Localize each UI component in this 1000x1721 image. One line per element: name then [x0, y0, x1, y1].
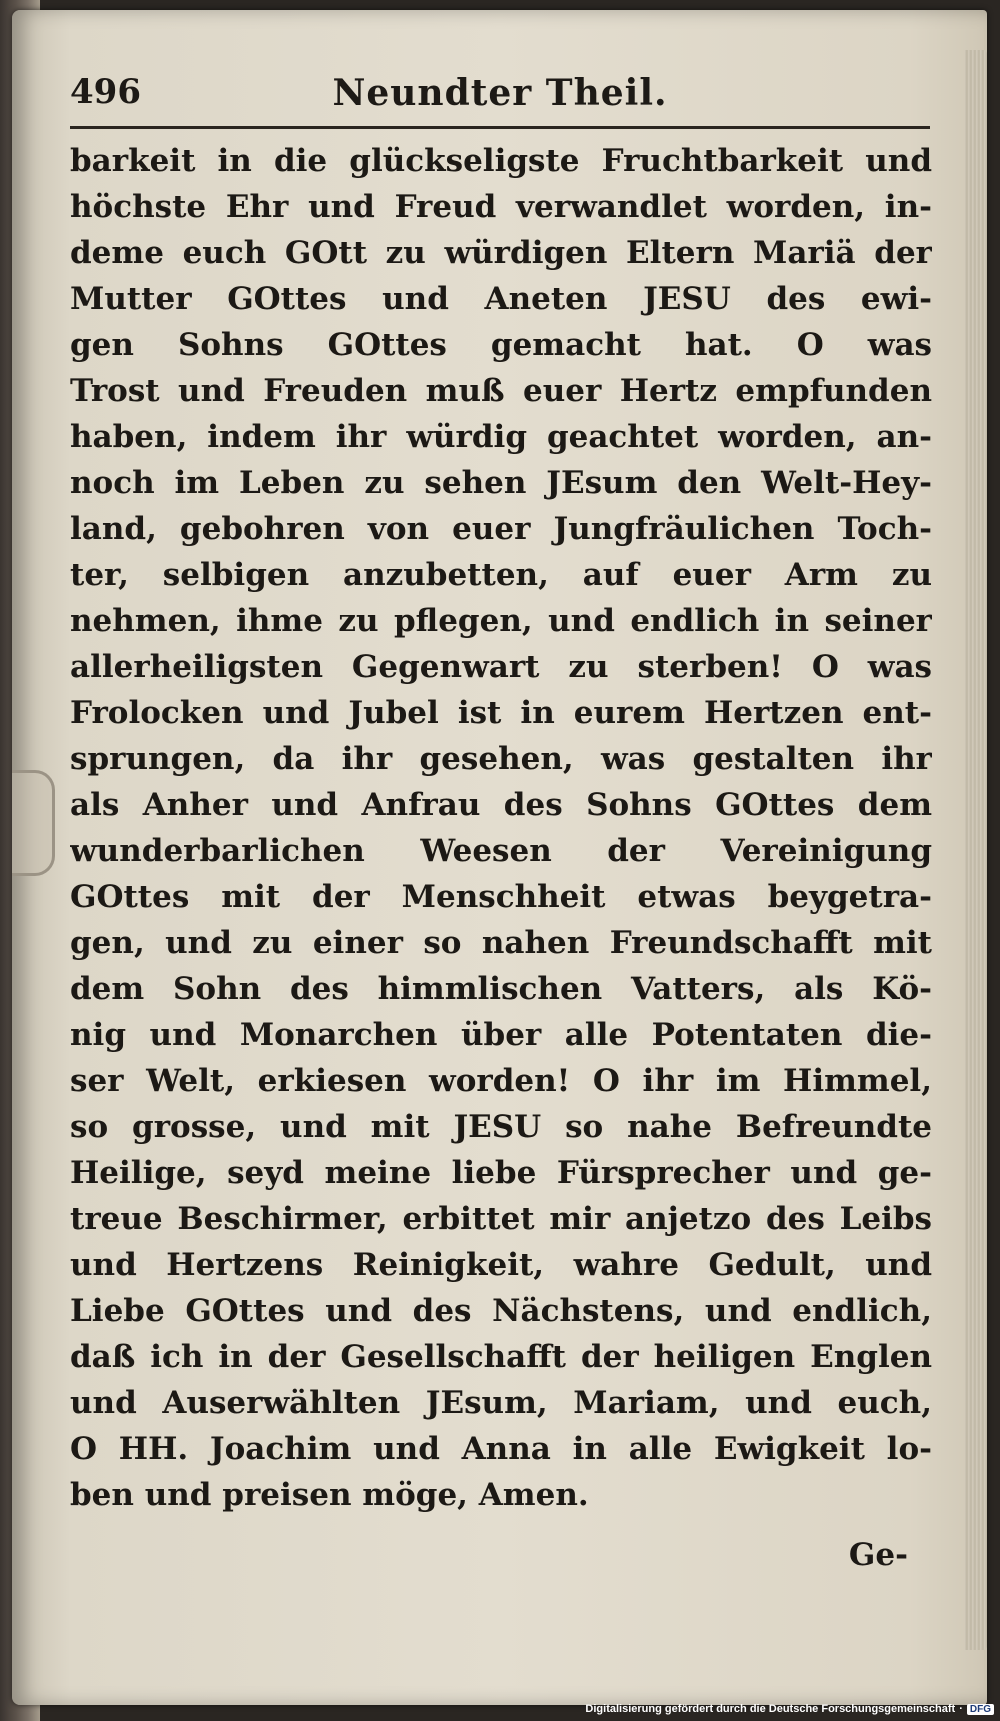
text-line: so grosse, und mit JESU so nahe Befreundte	[70, 1109, 932, 1145]
header-rule	[70, 126, 930, 129]
text-line: wunderbarlichen Weesen der Vereinigung	[70, 833, 932, 869]
text-line: O HH. Joachim und Anna in alle Ewigkeit lo-	[70, 1431, 932, 1467]
text-line: GOttes mit der Menschheit etwas beygetra-	[70, 879, 932, 915]
text-line: sprungen, da ihr gesehen, was gestalten ihr	[70, 741, 932, 777]
page-header	[70, 72, 930, 122]
credit-text: Digitalisierung gefördert durch die Deutsche Forschungsgemeinschaft	[585, 1703, 956, 1715]
catchword: Ge-	[848, 1537, 908, 1573]
text-line: deme euch GOtt zu würdigen Eltern Mariä der	[70, 235, 932, 271]
body-text	[70, 138, 932, 1518]
text-line: Heilige, seyd meine liebe Fürsprecher und ge-	[70, 1155, 932, 1191]
text-line: gen, und zu einer so nahen Freundschafft mit	[70, 925, 932, 961]
dfg-logo-icon: DFG	[967, 1704, 994, 1715]
text-line: treue Beschirmer, erbittet mir anjetzo des Leibs	[70, 1201, 932, 1237]
text-line: gen Sohns GOttes gemacht hat. O was	[70, 327, 932, 363]
text-line: ben und preisen möge, Amen.	[70, 1477, 589, 1513]
digitization-credit: Digitalisierung gefördert durch die Deutsche Forschungsgemeinschaft · DFG	[585, 1700, 994, 1718]
text-line: haben, indem ihr würdig geachtet worden, an-	[70, 419, 932, 455]
text-line: Frolocken und Jubel ist in eurem Hertzen ent-	[70, 695, 932, 731]
page-number: 496	[70, 72, 141, 112]
text-line: daß ich in der Gesellschafft der heiligen Englen	[70, 1339, 932, 1375]
text-line: ser Welt, erkiesen worden! O ihr im Himmel,	[70, 1063, 932, 1099]
text-line: und Auserwählten JEsum, Mariam, und euch,	[70, 1385, 932, 1421]
text-line: noch im Leben zu sehen JEsum den Welt-Hey-	[70, 465, 932, 501]
text-line: und Hertzens Reinigkeit, wahre Gedult, und	[70, 1247, 932, 1283]
text-line: höchste Ehr und Freud verwandlet worden, in-	[70, 189, 932, 225]
text-line: allerheiligsten Gegenwart zu sterben! O was	[70, 649, 932, 685]
running-title: Neundter Theil.	[332, 72, 668, 114]
text-line: nehmen, ihme zu pflegen, und endlich in seiner	[70, 603, 932, 639]
page-clip	[12, 770, 55, 876]
text-line: als Anher und Anfrau des Sohns GOttes dem	[70, 787, 932, 823]
text-line: ter, selbigen anzubetten, auf euer Arm zu	[70, 557, 932, 593]
text-line: dem Sohn des himmlischen Vatters, als Kö-	[70, 971, 932, 1007]
text-line: Mutter GOttes und Aneten JESU des ewi-	[70, 281, 932, 317]
text-line: Liebe GOttes und des Nächstens, und endlich,	[70, 1293, 932, 1329]
text-line: Trost und Freuden muß euer Hertz empfunden	[70, 373, 932, 409]
text-line: land, gebohren von euer Jungfräulichen Toch-	[70, 511, 932, 547]
text-line: nig und Monarchen über alle Potentaten die-	[70, 1017, 932, 1053]
page-edges	[965, 50, 987, 1650]
text-line: barkeit in die glückseligste Fruchtbarkeit und	[70, 143, 932, 179]
